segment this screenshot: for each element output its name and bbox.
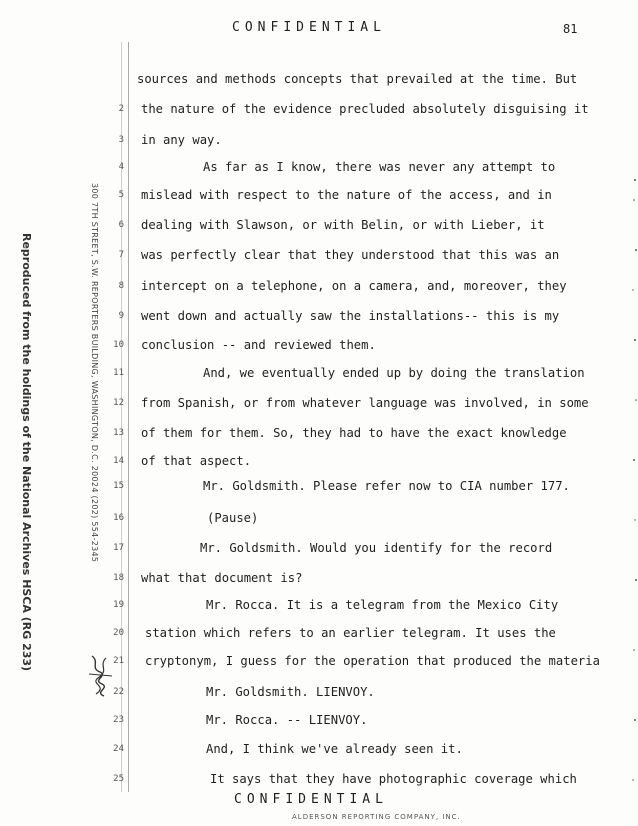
transcript-line bbox=[0, 652, 638, 672]
line-text: intercept on a telephone, on a camera, and, moreover, they bbox=[141, 279, 567, 293]
line-number: 23 bbox=[113, 715, 124, 725]
transcript-line bbox=[0, 70, 638, 90]
scan-edge-noise bbox=[630, 40, 638, 820]
line-number: 15 bbox=[113, 481, 124, 491]
line-text: Mr. Rocca. It is a telegram from the Mexico City bbox=[206, 598, 559, 612]
transcript-line bbox=[0, 158, 638, 178]
transcript-line bbox=[0, 539, 638, 559]
transcript-line bbox=[0, 216, 638, 236]
reporters-address: 300 7TH STREET, S.W. REPORTERS BUILDING, WASHINGTON, D.C. 20024 (202) 554-2345 bbox=[90, 183, 99, 563]
transcript-line bbox=[0, 624, 638, 644]
line-text: mislead with respect to the nature of the access, and in bbox=[141, 188, 552, 202]
line-number: 18 bbox=[113, 573, 124, 583]
line-text: Mr. Goldsmith. LIENVOY. bbox=[206, 685, 375, 699]
line-number: 12 bbox=[113, 398, 124, 408]
transcript-line bbox=[0, 569, 638, 589]
transcript-line bbox=[0, 509, 638, 529]
line-number: 16 bbox=[113, 513, 124, 523]
line-text: (Pause) bbox=[207, 511, 259, 525]
transcript-line bbox=[0, 131, 638, 151]
header-confidential: CONFIDENTIAL bbox=[232, 20, 386, 35]
transcript-line bbox=[0, 770, 638, 790]
margin-rule-inner bbox=[128, 42, 129, 792]
line-text: was perfectly clear that they understood that this was an bbox=[141, 248, 560, 262]
margin-rule-outer bbox=[121, 42, 122, 792]
line-text: conclusion -- and reviewed them. bbox=[141, 338, 376, 352]
line-number: 19 bbox=[113, 600, 124, 610]
line-number: 11 bbox=[113, 368, 124, 378]
line-text: It says that they have photographic coverage which bbox=[210, 772, 577, 786]
line-text: cryptonym, I guess for the operation that produced the materia bbox=[145, 654, 600, 668]
line-text: went down and actually saw the installations-- this is my bbox=[141, 309, 560, 323]
line-number: 6 bbox=[118, 220, 124, 230]
transcript-line bbox=[0, 336, 638, 356]
transcript-line bbox=[0, 740, 638, 760]
transcript-line bbox=[0, 307, 638, 327]
transcript-line bbox=[0, 246, 638, 266]
line-text: of that aspect. bbox=[141, 454, 252, 468]
line-text: And, we eventually ended up by doing the translation bbox=[203, 366, 585, 380]
line-text: Mr. Goldsmith. Would you identify for the record bbox=[200, 541, 553, 555]
transcript-line bbox=[0, 277, 638, 297]
line-text: what that document is? bbox=[141, 571, 303, 585]
transcript-line bbox=[0, 683, 638, 703]
line-text: the nature of the evidence precluded absolutely disguising it bbox=[141, 102, 589, 116]
line-text: dealing with Slawson, or with Belin, or with Lieber, it bbox=[141, 218, 545, 232]
line-number: 14 bbox=[113, 456, 124, 466]
line-number: 2 bbox=[118, 104, 124, 114]
footer-confidential: CONFIDENTIAL bbox=[234, 792, 388, 807]
line-text: station which refers to an earlier telegram. It uses the bbox=[145, 626, 556, 640]
line-number: 9 bbox=[118, 311, 124, 321]
line-number: 10 bbox=[113, 340, 124, 350]
transcript-line bbox=[0, 394, 638, 414]
transcript-line bbox=[0, 477, 638, 497]
line-text: As far as I know, there was never any attempt to bbox=[203, 160, 556, 174]
transcript-line bbox=[0, 186, 638, 206]
line-number: 13 bbox=[113, 428, 124, 438]
line-text: in any way. bbox=[141, 133, 222, 147]
line-number: 7 bbox=[118, 250, 124, 260]
transcript-line bbox=[0, 364, 638, 384]
line-number: 25 bbox=[113, 774, 124, 784]
line-text: of them for them. So, they had to have the exact knowledge bbox=[141, 426, 567, 440]
line-number: 24 bbox=[113, 744, 124, 754]
transcript-line bbox=[0, 711, 638, 731]
line-text: And, I think we've already seen it. bbox=[206, 742, 463, 756]
line-number: 3 bbox=[118, 135, 124, 145]
line-text: Mr. Goldsmith. Please refer now to CIA number 177. bbox=[203, 479, 570, 493]
reporting-company: ALDERSON REPORTING COMPANY, INC. bbox=[292, 813, 461, 821]
line-number: 22 bbox=[113, 687, 124, 697]
line-number: 20 bbox=[113, 628, 124, 638]
transcript-line bbox=[0, 100, 638, 120]
line-number: 17 bbox=[113, 543, 124, 553]
line-number: 21 bbox=[113, 656, 124, 666]
transcript-line bbox=[0, 452, 638, 472]
line-text: from Spanish, or from whatever language was involved, in some bbox=[141, 396, 589, 410]
line-number: 8 bbox=[118, 281, 124, 291]
transcript-line bbox=[0, 424, 638, 444]
line-text: Mr. Rocca. -- LIENVOY. bbox=[206, 713, 368, 727]
line-number: 5 bbox=[118, 190, 124, 200]
page-number: 81 bbox=[563, 22, 578, 36]
line-number: 4 bbox=[118, 162, 124, 172]
line-text: sources and methods concepts that prevailed at the time. But bbox=[137, 72, 578, 86]
reproduced-notice: Reproduced from the holdings of the National Archives HSCA (RG 233) bbox=[20, 233, 33, 672]
transcript-line bbox=[0, 596, 638, 616]
